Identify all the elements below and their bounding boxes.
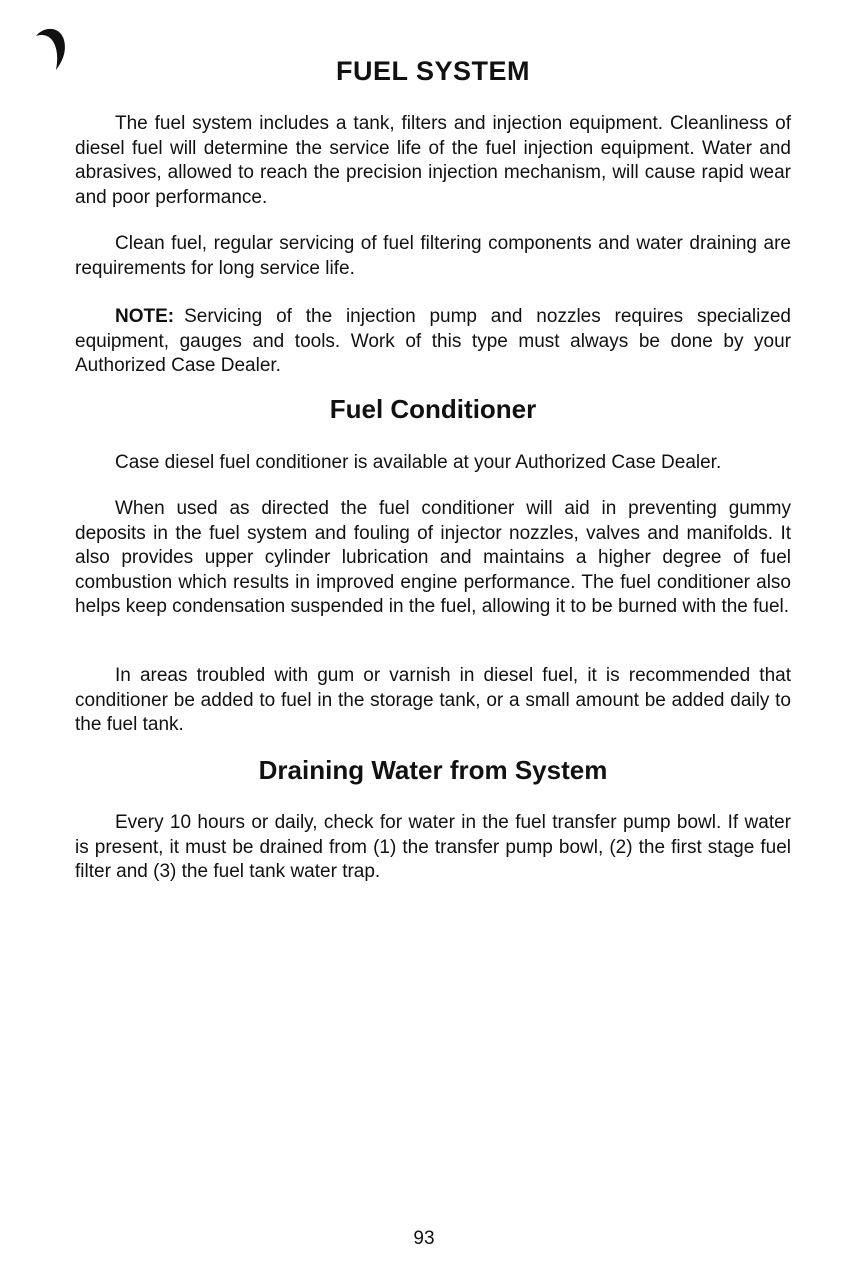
section-heading-draining-water: Draining Water from System xyxy=(258,755,608,785)
section-heading-fuel-conditioner: Fuel Conditioner xyxy=(329,394,537,424)
intro-paragraph: The fuel system includes a tank, filters and injection equipment. Cleanliness of diesel fuel will determine the service life of the fuel injection equipment. Water and abrasives, allowed to reach the precision injection mechanism, will cause rapid wear and poor performance. xyxy=(75,113,791,208)
fuel-conditioner-paragraph-1: Case diesel fuel conditioner is available at your Authorized Case Dealer. xyxy=(115,452,722,473)
fuel-conditioner-paragraph-3: In areas troubled with gum or varnish in diesel fuel, it is recommended that conditioner be added to fuel in the storage tank, or a small amount be added daily to the fuel tank. xyxy=(75,665,791,735)
page-number: 93 xyxy=(413,1228,435,1249)
note-text: Servicing of the injection pump and nozzles requires specialized equipment, gauges and tools. Work of this type must always be done by your Authorized Case Dealer. xyxy=(75,306,791,376)
clean-fuel-paragraph: Clean fuel, regular servicing of fuel filtering components and water draining are requirements for long service life. xyxy=(75,233,791,279)
page-title: FUEL SYSTEM xyxy=(335,56,531,86)
note-label: NOTE: xyxy=(115,306,175,327)
fuel-conditioner-paragraph-2: When used as directed the fuel conditioner will aid in preventing gummy deposits in the fuel system and fouling of injector nozzles, valves and manifolds. It also provides upper cylinder lubrication and maintains a higher degree of fuel combustion which results in improved engine performance. The fuel conditioner also helps keep condensation suspended in the fuel, allowing it to be burned with the fuel. xyxy=(75,498,791,617)
note-paragraph xyxy=(75,305,791,379)
draining-water-paragraph: Every 10 hours or daily, check for water in the fuel transfer pump bowl. If water is present, it must be drained from (1) the transfer pump bowl, (2) the first stage fuel filter and (3) the fuel tank water trap. xyxy=(75,812,791,882)
corner-binding-mark-icon xyxy=(30,22,70,72)
